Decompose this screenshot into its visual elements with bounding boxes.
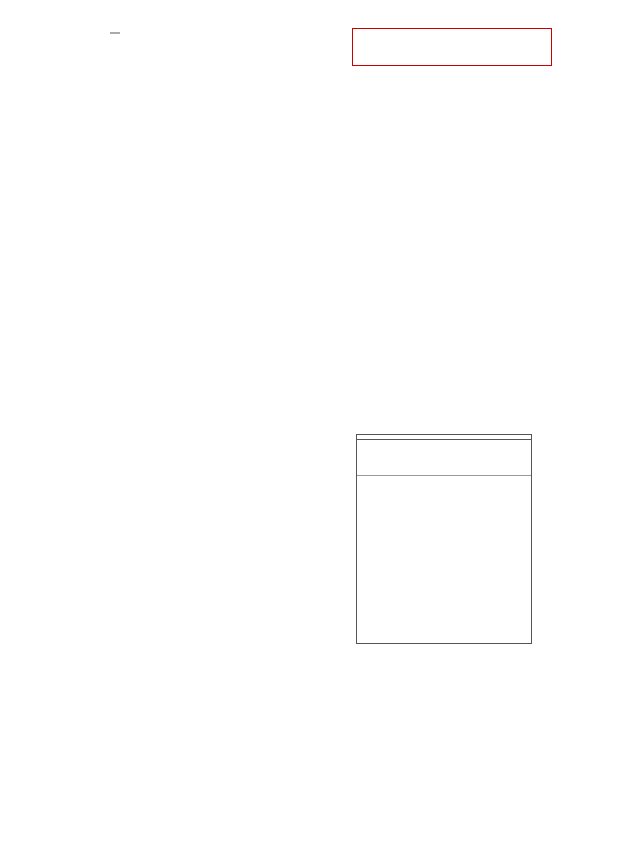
date-line (0, 0, 640, 12)
questions-column-3 (354, 134, 532, 434)
masthead (0, 28, 640, 60)
answer-card-header (357, 440, 531, 476)
classified-ads-column (556, 28, 638, 854)
section-label (110, 32, 120, 34)
answer-card (356, 434, 532, 644)
rules-column (354, 650, 532, 850)
questions-column-2 (180, 134, 350, 852)
questions-column-1 (6, 134, 176, 852)
page-headline (38, 100, 558, 126)
hospital-ad (352, 28, 552, 66)
